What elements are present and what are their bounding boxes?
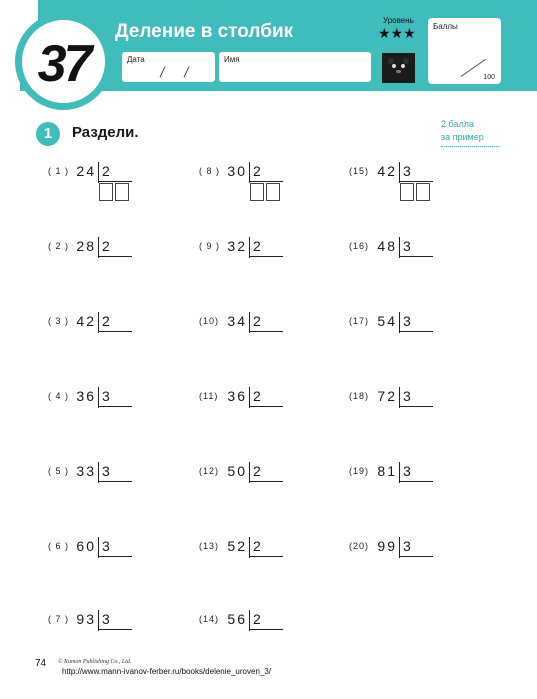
divisor: 2 bbox=[102, 238, 110, 254]
answer-box[interactable] bbox=[400, 183, 414, 201]
quotient-line bbox=[98, 556, 132, 557]
answer-box[interactable] bbox=[266, 183, 280, 201]
dividend: 42 bbox=[377, 163, 397, 179]
task-number-badge: 1 bbox=[36, 122, 60, 146]
dividend: 99 bbox=[377, 538, 397, 554]
dividend: 50 bbox=[227, 463, 247, 479]
score-divider bbox=[461, 59, 486, 77]
dividend: 72 bbox=[377, 388, 397, 404]
date-field[interactable] bbox=[122, 52, 215, 82]
problem-number: (20) bbox=[349, 541, 370, 551]
quotient-line bbox=[249, 481, 283, 482]
problem-number: ( 7 ) bbox=[48, 614, 70, 624]
answer-box[interactable] bbox=[99, 183, 113, 201]
points-line-1: 2 балла bbox=[441, 119, 474, 129]
divisor: 2 bbox=[253, 313, 261, 329]
quotient-line bbox=[249, 331, 283, 332]
page-number: 74 bbox=[35, 658, 47, 669]
quotient-line bbox=[98, 406, 132, 407]
lesson-number: 37 bbox=[37, 35, 90, 93]
division-bracket bbox=[98, 237, 99, 258]
divisor: 2 bbox=[253, 238, 261, 254]
division-bracket bbox=[399, 162, 400, 183]
quotient-line bbox=[399, 556, 433, 557]
divisor: 3 bbox=[403, 388, 411, 404]
division-bracket bbox=[98, 387, 99, 408]
division-bracket bbox=[249, 610, 250, 631]
divisor: 3 bbox=[102, 611, 110, 627]
divisor: 3 bbox=[102, 538, 110, 554]
problem-number: ( 9 ) bbox=[199, 241, 221, 251]
division-problem bbox=[199, 539, 339, 579]
quotient-line bbox=[249, 181, 283, 182]
dividend: 36 bbox=[227, 388, 247, 404]
problem-number: (12) bbox=[199, 466, 220, 476]
problem-number: ( 1 ) bbox=[48, 166, 70, 176]
name-label: Имя bbox=[224, 55, 240, 64]
answer-box[interactable] bbox=[416, 183, 430, 201]
divisor: 2 bbox=[102, 313, 110, 329]
problem-number: (11) bbox=[199, 391, 219, 401]
divisor: 3 bbox=[403, 463, 411, 479]
division-problem bbox=[48, 314, 188, 354]
problem-number: (17) bbox=[349, 316, 370, 326]
date-separator bbox=[160, 66, 166, 77]
division-problem bbox=[48, 612, 188, 652]
score-label: Баллы bbox=[433, 22, 458, 31]
quotient-line bbox=[98, 256, 132, 257]
problem-number: ( 8 ) bbox=[199, 166, 221, 176]
task-title: Раздели. bbox=[72, 124, 139, 141]
divisor: 3 bbox=[403, 238, 411, 254]
dividend: 24 bbox=[76, 163, 96, 179]
quotient-line bbox=[98, 181, 132, 182]
quotient-line bbox=[399, 331, 433, 332]
division-bracket bbox=[249, 162, 250, 183]
quotient-line bbox=[249, 256, 283, 257]
division-problem bbox=[349, 464, 489, 504]
division-problem bbox=[349, 539, 489, 579]
name-field[interactable] bbox=[219, 52, 371, 82]
lesson-number-badge bbox=[15, 13, 112, 110]
division-bracket bbox=[249, 237, 250, 258]
division-problem bbox=[199, 612, 339, 652]
dividend: 32 bbox=[227, 238, 247, 254]
problem-number: (18) bbox=[349, 391, 370, 401]
points-note bbox=[441, 118, 499, 147]
quotient-line bbox=[249, 629, 283, 630]
quotient-line bbox=[98, 331, 132, 332]
division-bracket bbox=[249, 312, 250, 333]
problem-number: (14) bbox=[199, 614, 220, 624]
dividend: 36 bbox=[76, 388, 96, 404]
quotient-line bbox=[399, 481, 433, 482]
division-bracket bbox=[249, 462, 250, 483]
division-bracket bbox=[98, 537, 99, 558]
quotient-line bbox=[399, 181, 433, 182]
dividend: 48 bbox=[377, 238, 397, 254]
problem-number: (13) bbox=[199, 541, 220, 551]
dividend: 54 bbox=[377, 313, 397, 329]
date-separator bbox=[184, 66, 190, 77]
points-underline bbox=[441, 146, 499, 147]
divisor: 3 bbox=[403, 163, 411, 179]
division-bracket bbox=[249, 537, 250, 558]
divisor: 3 bbox=[403, 538, 411, 554]
divisor: 2 bbox=[253, 163, 261, 179]
division-problem bbox=[349, 164, 489, 204]
division-problem bbox=[48, 239, 188, 279]
level-label: Уровень bbox=[383, 16, 414, 25]
division-problem bbox=[199, 239, 339, 279]
divisor: 2 bbox=[253, 538, 261, 554]
problem-number: (15) bbox=[349, 166, 370, 176]
source-url: http://www.mann-ivanov-ferber.ru/books/delenie_uroven_3/ bbox=[62, 667, 272, 676]
division-bracket bbox=[98, 162, 99, 183]
divisor: 2 bbox=[253, 611, 261, 627]
division-bracket bbox=[249, 387, 250, 408]
division-problem bbox=[349, 314, 489, 354]
division-bracket bbox=[399, 312, 400, 333]
division-bracket bbox=[399, 387, 400, 408]
score-max: 100 bbox=[483, 74, 495, 81]
divisor: 3 bbox=[102, 463, 110, 479]
problem-number: ( 6 ) bbox=[48, 541, 70, 551]
dividend: 34 bbox=[227, 313, 247, 329]
quotient-line bbox=[98, 481, 132, 482]
level-stars-icon: ★★★ bbox=[378, 26, 416, 42]
divisor: 2 bbox=[253, 463, 261, 479]
dividend: 60 bbox=[76, 538, 96, 554]
division-bracket bbox=[98, 312, 99, 333]
divisor: 2 bbox=[253, 388, 261, 404]
division-problem bbox=[48, 389, 188, 429]
division-bracket bbox=[399, 237, 400, 258]
problem-number: (16) bbox=[349, 241, 370, 251]
division-problem bbox=[48, 164, 188, 204]
level-character-icon bbox=[382, 53, 415, 83]
division-problem bbox=[199, 464, 339, 504]
division-problem bbox=[48, 464, 188, 504]
division-problem bbox=[48, 539, 188, 579]
problem-number: ( 5 ) bbox=[48, 466, 70, 476]
problem-number: ( 2 ) bbox=[48, 241, 70, 251]
division-bracket bbox=[399, 462, 400, 483]
divisor: 2 bbox=[102, 163, 110, 179]
divisor: 3 bbox=[102, 388, 110, 404]
division-bracket bbox=[399, 537, 400, 558]
date-label: Дата bbox=[127, 55, 145, 64]
division-problem bbox=[349, 239, 489, 279]
division-problem bbox=[349, 389, 489, 429]
quotient-line bbox=[249, 406, 283, 407]
division-bracket bbox=[98, 610, 99, 631]
dividend: 81 bbox=[377, 463, 397, 479]
dividend: 42 bbox=[76, 313, 96, 329]
quotient-line bbox=[98, 629, 132, 630]
dividend: 30 bbox=[227, 163, 247, 179]
dividend: 52 bbox=[227, 538, 247, 554]
divisor: 3 bbox=[403, 313, 411, 329]
quotient-line bbox=[399, 256, 433, 257]
problem-number: ( 4 ) bbox=[48, 391, 70, 401]
dividend: 28 bbox=[76, 238, 96, 254]
page-title: Деление в столбик bbox=[115, 21, 294, 42]
problem-number: (19) bbox=[349, 466, 370, 476]
quotient-line bbox=[249, 556, 283, 557]
division-problem bbox=[199, 389, 339, 429]
answer-box[interactable] bbox=[250, 183, 264, 201]
division-problem bbox=[199, 164, 339, 204]
quotient-line bbox=[399, 406, 433, 407]
answer-box[interactable] bbox=[115, 183, 129, 201]
dividend: 93 bbox=[76, 611, 96, 627]
problem-number: (10) bbox=[199, 316, 220, 326]
dividend: 33 bbox=[76, 463, 96, 479]
dividend: 56 bbox=[227, 611, 247, 627]
division-bracket bbox=[98, 462, 99, 483]
points-line-2: за пример bbox=[441, 132, 484, 142]
score-field[interactable] bbox=[428, 18, 501, 84]
problem-number: ( 3 ) bbox=[48, 316, 70, 326]
division-problem bbox=[199, 314, 339, 354]
copyright: © Kumon Publishing Co., Ltd. bbox=[58, 659, 132, 665]
